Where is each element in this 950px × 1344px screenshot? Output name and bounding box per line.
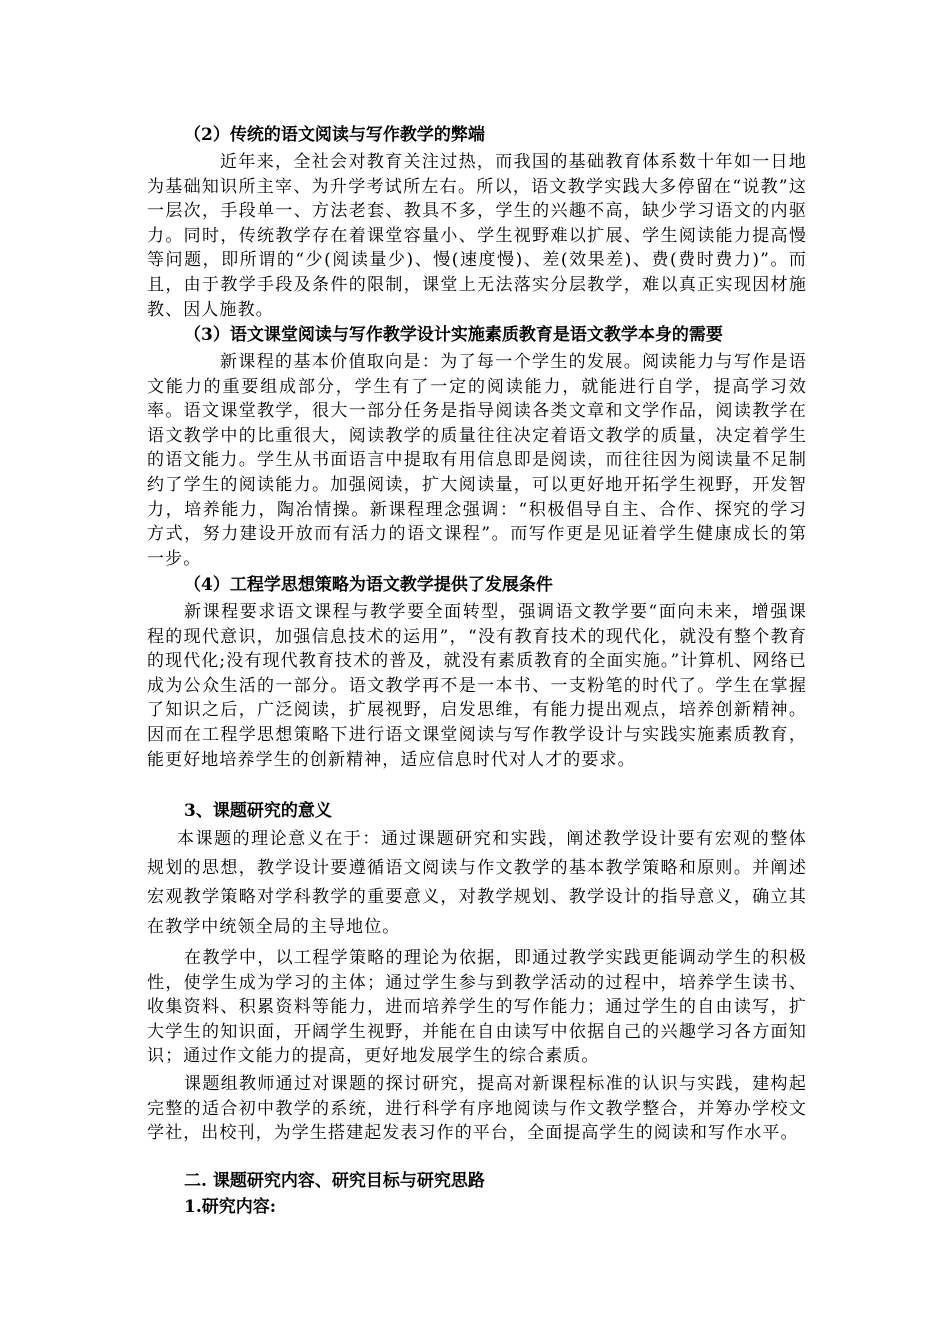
heading-research-significance: 3、课题研究的意义 <box>184 801 332 821</box>
heading-traditional-drawbacks: （2）传统的语文阅读与写作教学的弊端 <box>184 125 485 145</box>
paragraph-engineering-strategy: 新课程要求语文课程与教学要全面转型，强调语文教学要“面向未来，增强课程的现代意识，加强信息技术的运用”，“没有教育技术的现代化，就没有整个教育的现代化;没有现代教育技术的普及，就没有素质教育的全面实施。”计算机、网络已成为公众生活的一部分。语文教学再不是一本书、一支粉笔的时代了。学生在掌握了知识之后，广泛阅读，扩展视野，启发思维，有能力提出观点，培养创新精神。因而在工程学思想策略下进行语文课堂阅读与写作教学设计与实践实施素质教育，能更好地培养学生的创新精神，适应信息时代对人才的要求。 <box>147 602 807 770</box>
paragraph-practical-significance: 在教学中，以工程学策略的理论为依据，即通过教学实践更能调动学生的积极性，使学生成为学习的主体；通过学生参与到教学活动的过程中，培养学生读书、收集资料、积累资料等能力，进而培养学生的写作能力；通过学生的自由读写，扩大学生的知识面，开阔学生视野，并能在自由读写中依据自己的兴趣学习各方面知识；通过作文能力的提高，更好地发展学生的综合素质。 <box>147 948 807 1067</box>
heading-research-content: 1.研究内容: <box>184 1197 277 1217</box>
paragraph-teacher-research: 课题组教师通过对课题的探讨研究，提高对新课程标准的认识与实践，建构起完整的适合初中教学的系统，进行科学有序地阅读与作文教学整合，并筹办学校文学社，出校刊，为学生搭建起发表习作的平台，全面提高学生的阅读和写作水平。 <box>147 1074 807 1144</box>
paragraph-quality-education: 新课程的基本价值取向是：为了每一个学生的发展。阅读能力与写作是语文能力的重要组成部分，学生有了一定的阅读能力，就能进行自学，提高学习效率。语文课堂教学，很大一部分任务是指导阅读各类文章和文学作品，阅读教学在语文教学中的比重很大，阅读教学的质量往往决定着语文教学的质量，决定着学生的语文能力。学生从书面语言中提取有用信息即是阅读，而往往因为阅读量不足制约了学生的阅读能力。加强阅读，扩大阅读量，可以更好地开拓学生视野，开发智力，培养能力，陶冶情操。新课程理念强调：“积极倡导自主、合作、探究的学习方式，努力建设开放而有活力的语文课程”。而写作更是见证着学生健康成长的第一步。 <box>147 352 807 569</box>
paragraph-traditional-drawbacks: 近年来，全社会对教育关注过热，而我国的基础教育体系数十年如一日地为基础知识所主宰、为升学考试所左右。所以，语文教学实践大多停留在“说教”这一层次，手段单一、方法老套、教具不多，学生的兴趣不高，缺少学习语文的内驱力。同时，传统教学存在着课堂容量小、学生视野难以扩展、学生阅读能力提高慢等问题，即所谓的“少(阅读量少)、慢(速度慢)、差(效果差)、费(费时费力)”。而且，由于教学手段及条件的限制，课堂上无法落实分层教学，难以真正实现因材施教、因人施教。 <box>147 152 807 320</box>
paragraph-theoretical-significance: 本课题的理论意义在于：通过课题研究和实践，阐述教学设计要有宏观的整体规划的思想，教学设计要遵循语文阅读与作文教学的基本教学策略和原则。并阐述宏观教学策略对学科教学的重要意义，对教学规划、教学设计的指导意义，确立其在教学中统领全局的主导地位。 <box>147 829 807 937</box>
heading-quality-education: （3）语文课堂阅读与写作教学设计实施素质教育是语文教学本身的需要 <box>184 325 723 345</box>
heading-part-two: 二. 课题研究内容、研究目标与研究思路 <box>184 1171 485 1191</box>
heading-engineering-strategy: （4）工程学思想策略为语文教学提供了发展条件 <box>184 575 553 595</box>
